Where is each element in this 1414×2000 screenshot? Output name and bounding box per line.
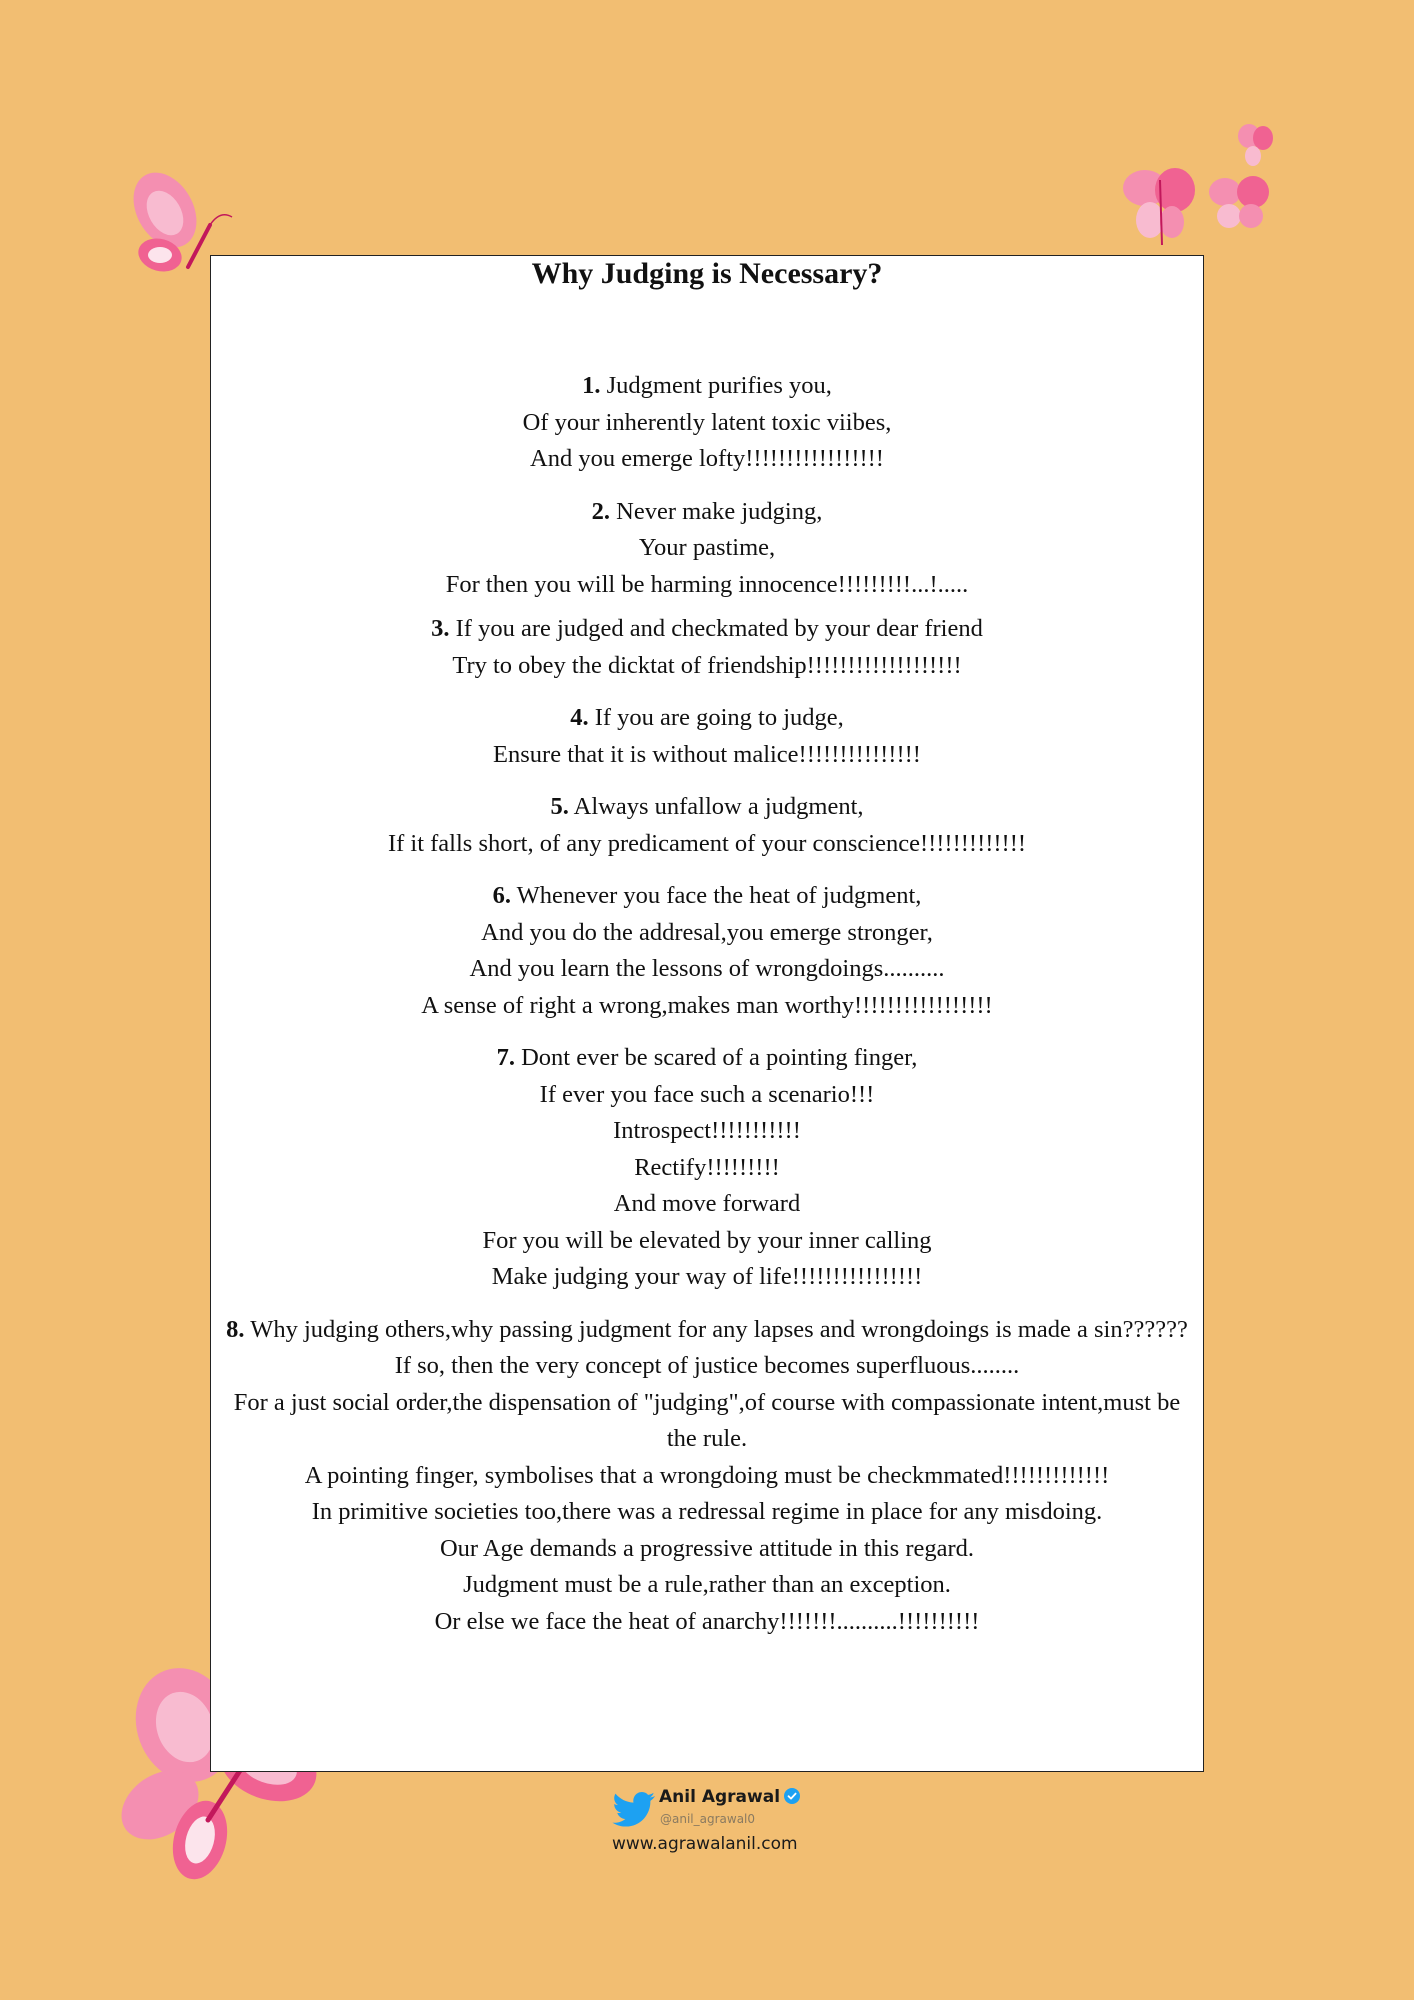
- stanza-line: And you learn the lessons of wrongdoings..........: [469, 955, 945, 982]
- stanza-line: 8. Why judging others,why passing judgment for any lapses and wrongdoings is made a sin??????: [226, 1315, 1188, 1343]
- stanza-6: [218, 878, 1196, 1024]
- stanza-line: Or else we face the heat of anarchy!!!!!!!..........!!!!!!!!!!: [434, 1607, 980, 1635]
- stanza-number: 8.: [226, 1315, 245, 1343]
- stanza-line: Of your inherently latent toxic viibes,: [522, 408, 892, 436]
- stanza-number: 3.: [431, 615, 450, 642]
- stanza-4: [218, 700, 1196, 773]
- stanza-line: In primitive societies too,there was a redressal regime in place for any misdoing.: [311, 1498, 1103, 1525]
- stanza-line: 7. Dont ever be scared of a pointing finger,: [496, 1044, 918, 1071]
- stanza-line: 2. Never make judging,: [591, 497, 823, 525]
- stanza-line: 6. Whenever you face the heat of judgment,: [492, 882, 922, 909]
- stanza-line: Try to obey the dicktat of friendship!!!!!!!!!!!!!!!!!!!: [452, 651, 962, 679]
- stanza-line: And move forward: [613, 1190, 801, 1217]
- stanza-line: 5. Always unfallow a judgment,: [550, 793, 864, 820]
- stanza-line: If so, then the very concept of justice becomes superfluous........: [394, 1352, 1020, 1379]
- stanza-line: If it falls short, of any predicament of your conscience!!!!!!!!!!!!!: [387, 829, 1027, 857]
- stanza-7: [218, 1040, 1196, 1296]
- author-handle[interactable]: @anil_agrawal0: [660, 1812, 756, 1826]
- poem-body: [218, 368, 1196, 1656]
- twitter-bird-icon: [612, 1792, 656, 1828]
- butterfly-icon: [1120, 160, 1205, 255]
- butterfly-icon: [1235, 120, 1275, 170]
- stanza-line: Introspect!!!!!!!!!!!: [613, 1117, 801, 1144]
- stanza-line: Judgment must be a rule,rather than an exception.: [463, 1571, 951, 1598]
- stanza-line: For a just social order,the dispensation of "judging",of course with compassionate intent,must be the rule.: [233, 1388, 1181, 1452]
- stanza-3: [218, 611, 1196, 684]
- stanza-2: [218, 494, 1196, 604]
- website-link[interactable]: www.agrawalanil.com: [612, 1834, 798, 1854]
- stanza-number: 6.: [492, 882, 511, 909]
- stanza-number: 2.: [591, 497, 611, 525]
- stanza-5: [218, 789, 1196, 862]
- stanza-8: [218, 1312, 1196, 1641]
- butterfly-icon: [1205, 170, 1275, 235]
- verified-badge-icon: [784, 1788, 800, 1804]
- stanza-1: [218, 368, 1196, 478]
- stanza-line: Rectify!!!!!!!!!: [634, 1153, 780, 1181]
- stanza-line: Your pastime,: [638, 534, 776, 561]
- stanza-number: 7.: [496, 1044, 515, 1071]
- stanza-line: Make judging your way of life!!!!!!!!!!!!!!!!: [491, 1263, 923, 1290]
- stanza-line: 1. Judgment purifies you,: [582, 372, 832, 399]
- stanza-line: 3. If you are judged and checkmated by your dear friend: [431, 615, 983, 642]
- stanza-line: Our Age demands a progressive attitude in this regard.: [439, 1534, 975, 1562]
- stanza-number: 4.: [570, 704, 589, 731]
- stanza-line: If ever you face such a scenario!!!: [539, 1080, 875, 1108]
- stanza-line: And you do the addresal,you emerge stronger,: [481, 918, 933, 946]
- stanza-line: A pointing finger, symbolises that a wrongdoing must be checkmmated!!!!!!!!!!!!!: [304, 1461, 1110, 1489]
- stanza-line: 4. If you are going to judge,: [570, 704, 844, 731]
- stanza-line: For you will be elevated by your inner calling: [482, 1226, 932, 1254]
- stanza-number: 1.: [582, 372, 601, 399]
- stanza-line: And you emerge lofty!!!!!!!!!!!!!!!!!: [530, 445, 884, 472]
- page-title: Why Judging is Necessary?: [531, 257, 883, 290]
- stanza-line: A sense of right a wrong,makes man worthy!!!!!!!!!!!!!!!!!: [421, 991, 993, 1019]
- stanza-line: For then you will be harming innocence!!!!!!!!!...!.....: [445, 570, 969, 598]
- stanza-number: 5.: [550, 793, 569, 820]
- stanza-line: Ensure that it is without malice!!!!!!!!!!!!!!!: [493, 740, 921, 768]
- author-name: Anil Agrawal: [659, 1787, 800, 1807]
